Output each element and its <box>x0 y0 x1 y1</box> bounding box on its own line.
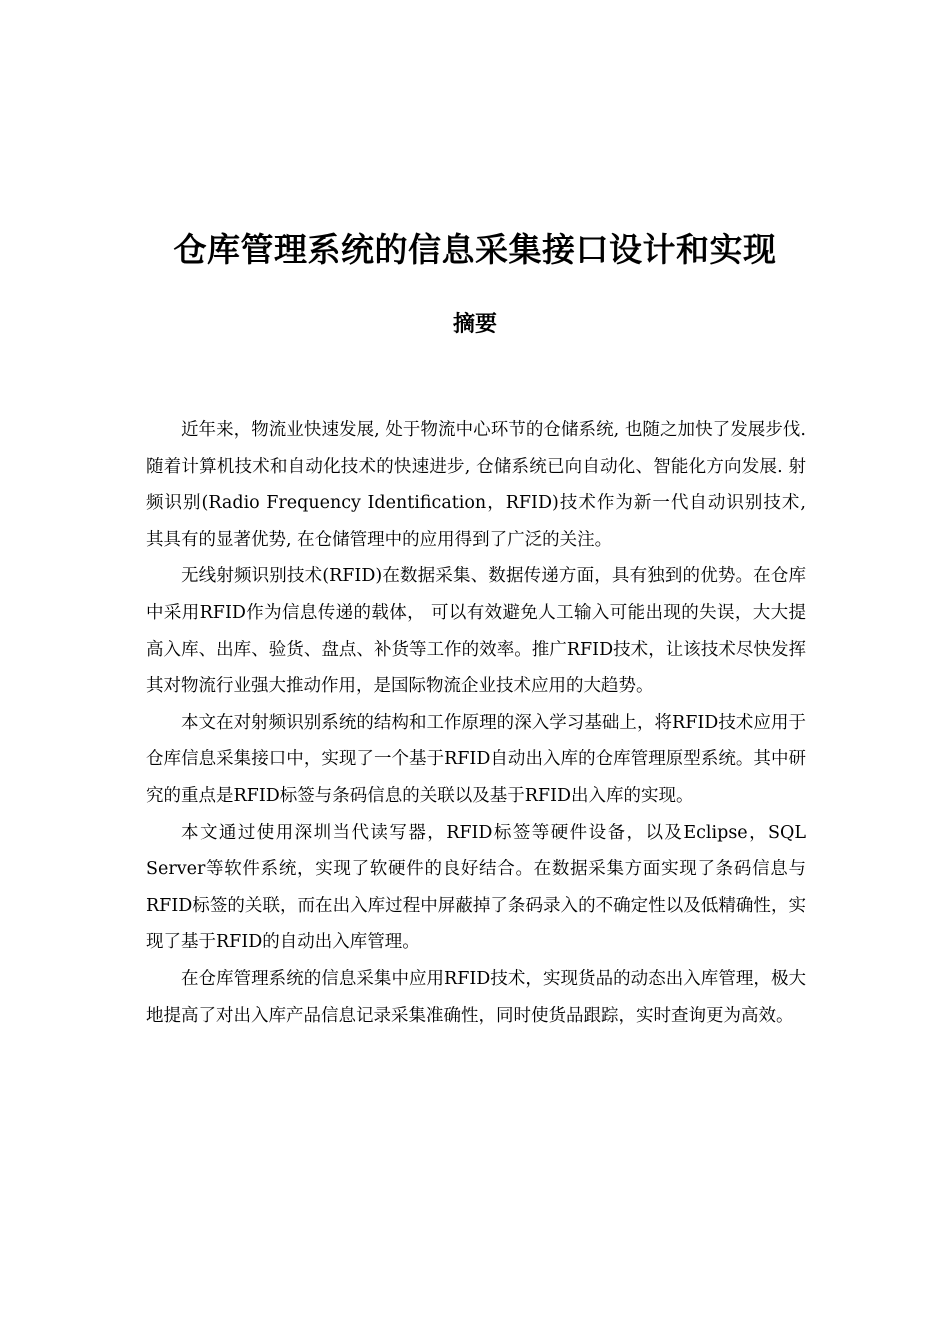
document-title: 仓库管理系统的信息采集接口设计和实现 <box>173 230 777 269</box>
abstract-body <box>146 412 806 1034</box>
abstract-paragraph: 本文在对射频识别系统的结构和工作原理的深入学习基础上，将RFID技术应用于仓库信息采集接口中，实现了一个基于RFID自动出入库的仓库管理原型系统。其中研究的重点是RFID标签与条码信息的关联以及基于RFID出入库的实现。 <box>146 712 806 806</box>
abstract-paragraph: 近年来，物流业快速发展, 处于物流中心环节的仓储系统, 也随之加快了发展步伐. 随着计算机技术和自动化技术的快速进步, 仓储系统已向自动化、智能化方向发展. 射频识别(Radio Frequency Identification，RFID)技术作为新一代自动识别技术, 其具有的显著优势, 在仓储管理中的应用得到了广泛的关注。 <box>146 420 806 550</box>
abstract-heading: 摘要 <box>452 312 497 337</box>
abstract-paragraph: 在仓库管理系统的信息采集中应用RFID技术，实现货品的动态出入库管理，极大地提高了对出入库产品信息记录采集准确性，同时使货品跟踪，实时查询更为高效。 <box>146 968 806 1026</box>
abstract-paragraph: 本文通过使用深圳当代读写器，RFID标签等硬件设备，以及Eclipse，SQL Server等软件系统，实现了软硬件的良好结合。在数据采集方面实现了条码信息与RFID标签的关联，而在出入库过程中屏蔽掉了条码录入的不确定性以及低精确性，实现了基于RFID的自动出入库管理。 <box>146 822 806 953</box>
abstract-paragraph: 无线射频识别技术(RFID)在数据采集、数据传递方面，具有独到的优势。在仓库中采用RFID作为信息传递的载体， 可以有效避免人工输入可能出现的失误，大大提高入库、出库、验货、盘点、补货等工作的效率。推广RFID技术，让该技术尽快发挥其对物流行业强大推动作用，是国际物流企业技术应用的大趋势。 <box>146 566 806 697</box>
